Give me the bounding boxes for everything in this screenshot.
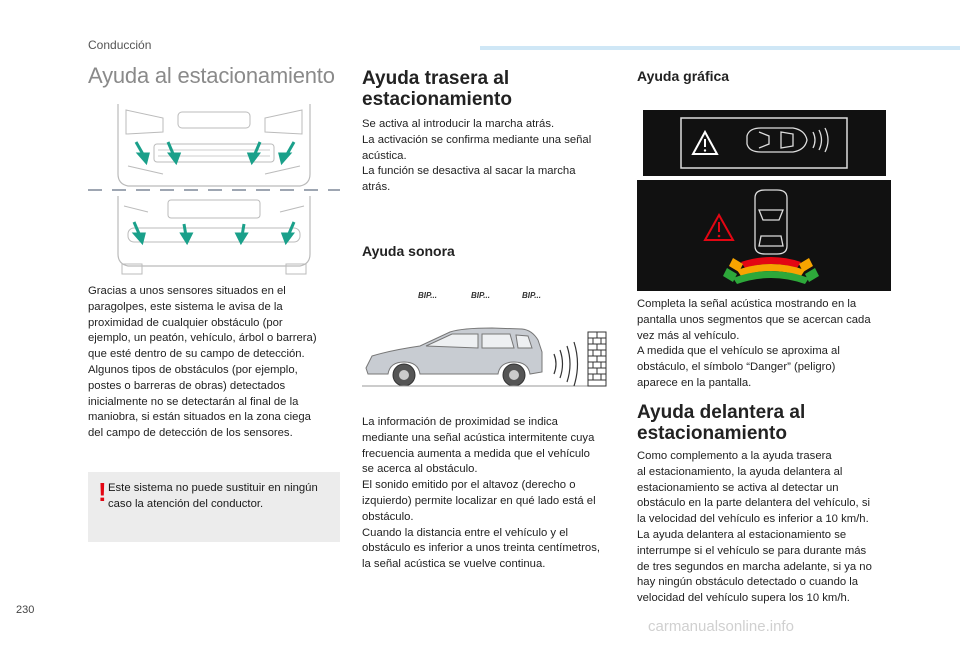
dashboard-display-illustration xyxy=(643,110,886,176)
graphic-assist-title: Ayuda gráfica xyxy=(637,68,730,84)
section-header: Conducción xyxy=(88,38,152,52)
front-assist-title: Ayuda delantera al estacionamiento xyxy=(637,402,806,444)
warning-icon: ! xyxy=(98,477,107,507)
intro-text: Gracias a unos sensores situados en el paragolpes, este sistema le avisa de la proximidad de cualquier obstáculo (por ejemplo, un peatón, vehículo, árbol o barrera) que esté dentro de su campo de detección. Algunos tipos de obstáculos (por ejemplo, postes o barreras de obras) detectados inicialmente no se detectarán al final de la maniobra, si están situados en la zona ciega del campo de detección de los sensores. xyxy=(88,285,317,440)
column-rear-assist xyxy=(362,68,617,110)
warning-text: Este sistema no puede sustituir en ningún caso la atención del conductor. xyxy=(108,482,318,510)
page-title: Ayuda al estacionamiento xyxy=(88,63,335,88)
audible-assist-text: La información de proximidad se indica mediante una señal acústica intermitente cuya frecuencia aumenta a medida que el vehículo se acerca al obstáculo. El sonido emitido por el altavoz (derecho o izquierdo) permite localizar en qué lado está el obstáculo. Cuando la distancia entre el vehículo y el obstáculo es inferior a unos treinta centímetros, la señal acústica se vuelve continua. xyxy=(362,416,600,571)
center-screen-illustration xyxy=(637,180,891,291)
column-intro xyxy=(88,62,340,90)
page-number: 230 xyxy=(16,604,35,616)
front-assist-text: Como complemento a la ayuda trasera al estacionamiento, la ayuda delantera al estacionamiento se activa al detectar un obstáculo en la parte delantera del vehículo, si la velocidad del vehículo es inferior a 10 km/h. La ayuda delantera al estacionamiento se interrumpe si el vehículo se para durante más de tres segundos en marcha adelante, si ya no hay ningún obstáculo detectado o cuando la velocidad del vehículo supera los 10 km/h. xyxy=(637,450,872,605)
watermark: carmanualsonline.info xyxy=(648,618,794,635)
graphic-assist-text: Completa la señal acústica mostrando en la pantalla unos segmentos que se acercan cada vez más al vehículo. A medida que el vehículo se aproxima al obstáculo, el símbolo “Danger” (peligro) aparece en la pantalla. xyxy=(637,298,871,389)
header-accent-bar xyxy=(480,46,960,50)
rear-assist-intro: Se activa al introducir la marcha atrás. La activación se confirma mediante una señal acústica. La función se desactiva al sacar la marcha atrás. xyxy=(362,118,592,194)
warning-box xyxy=(88,472,340,542)
rear-assist-title: Ayuda trasera al estacionamiento xyxy=(362,68,512,110)
audible-assist-title: Ayuda sonora xyxy=(362,243,455,259)
bumper-sensors-illustration xyxy=(88,104,340,276)
car-side-illustration xyxy=(362,320,617,400)
